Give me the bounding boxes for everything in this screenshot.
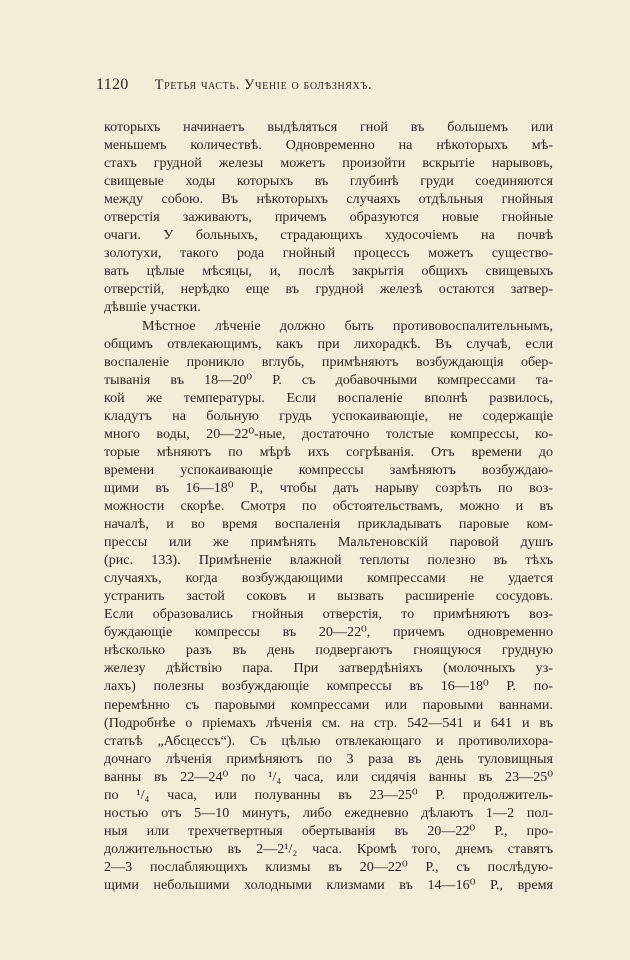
running-head: Третья часть. Ученіе о болѣзняхъ. [154,77,373,93]
text-line: дочнаго лѣченія примѣняютъ по 3 раза въ день туловищныя [104,750,553,767]
text-line: (рис. 133). Примѣненіе влажной теплоты полезно въ тѣхъ [104,552,553,569]
text-line: устранить застой соковъ и вызвать расширеніе сосудовъ. [104,588,553,605]
text-line: золотухи, такого рода гнойный процессъ можетъ существо- [104,245,553,262]
text-line: много воды, 20—22⁰-ные, достаточно толстые компрессы, ко- [104,425,553,442]
text-line: тыванія въ 18—20⁰ Р. съ добавочными компрессами та- [104,371,553,388]
text-line: времени успокаивающіе компрессы замѣняютъ возбуждаю- [104,461,553,478]
text-line: прессы или же примѣнять Мальтеновскій паровой душъ [104,534,553,551]
text-line: случаяхъ, когда возбуждающими компрессами не удается [104,570,553,587]
text-line: щими въ 16—18⁰ Р., чтобы дать нарыву созрѣть по воз- [104,479,553,496]
text-line: отверстія заживаютъ, причемъ образуются новые гнойные [104,209,553,226]
text-line: отверстій, нерѣдко еще въ грудной железѣ остаются затвер- [104,281,553,298]
text-line: кой же температуры. Если воспаленіе вполнѣ развилось, [104,389,553,406]
text-line: кладутъ на больную грудь успокаивающіе, не содержащіе [104,407,553,424]
text-line: между собою. Въ нѣкоторыхъ случаяхъ отдѣльныя гнойныя [104,191,553,208]
text-line: железу дѣйствію пара. При затвердѣніяхъ (молочныхъ уз- [104,660,553,677]
text-line: должительностью въ 2—2¹/₂ часа. Кромѣ того, днемъ ставятъ [104,840,553,857]
text-line: дѣвшіе участки. [104,299,201,316]
text-line: вать цѣлые мѣсяцы, и, послѣ закрытія общихъ свищевыхъ [104,263,553,280]
text-line: ностью отъ 5—10 минутъ, либо ежедневно дѣлаютъ 1—2 пол- [104,804,553,821]
text-line: воспаленіе проникло вглубь, примѣняютъ возбуждающія обер- [104,353,553,370]
text-line: по ¹/₄ часа, или полуванны въ 23—25⁰ Р. продолжитель- [104,786,553,803]
text-line: стахъ грудной железы можетъ произойти вскрытіе нарывовъ, [104,155,553,172]
text-line: щими небольшими холодными клизмами въ 14—16⁰ Р., время [104,876,553,893]
text-line: которыхъ начинаетъ выдѣляться гной въ большемъ или [104,119,553,135]
text-line: статьѣ „Абсцессъ“). Съ цѣлью отвлекающаго и противолихора- [104,732,553,749]
body-text [104,118,553,894]
text-line: нѣсколько разъ въ день подвергаютъ гноящуюся грудную [104,642,553,659]
text-line: буждающіе компрессы въ 20—22⁰, причемъ одновременно [104,624,553,641]
text-line: общимъ отвлекающимъ, какъ при лихорадкѣ. Въ случаѣ, если [104,335,553,352]
text-line: (Подробнѣе о пріемахъ лѣченія см. на стр. 542—541 и 641 и въ [104,714,553,731]
text-line: 2—3 послабляющихъ клизмы въ 20—22⁰ Р., съ послѣдую- [104,858,553,875]
text-line: можности скорѣе. Смотря по обстоятельствамъ, можно и въ [104,497,553,514]
text-line: торые мѣняютъ по мѣрѣ ихъ согрѣванія. Отъ времени до [104,443,553,460]
text-line: лахъ) полезны возбуждающіе компрессы въ 16—18⁰ Р. по- [104,678,553,695]
page-header [96,76,544,94]
text-line: ныя или трехчетвертныя обертыванія въ 20—22⁰ Р., про- [104,822,553,839]
text-line: свищевые ходы которыхъ въ глубинѣ груди соединяются [104,173,553,190]
text-line: Мѣстное лѣченіе должно быть противовоспалительнымъ, [142,317,553,334]
page-number: 1120 [96,76,129,93]
text-line: началѣ, и во время воспаленія прикладывать паровые ком- [104,516,553,533]
text-line: перемѣнно съ паровыми компрессами или паровыми ваннами. [104,696,553,713]
text-line: Если образовались гнойныя отверстія, то примѣняютъ воз- [104,606,553,623]
text-line: очаги. У больныхъ, страдающихъ худосочіемъ на почвѣ [104,227,553,244]
text-line: меньшемъ количествѣ. Одновременно на нѣкоторыхъ мѣ- [104,137,553,154]
text-line: ванны въ 22—24⁰ по ¹/₄ часа, или сидячія ванны въ 23—25⁰ [104,768,553,785]
